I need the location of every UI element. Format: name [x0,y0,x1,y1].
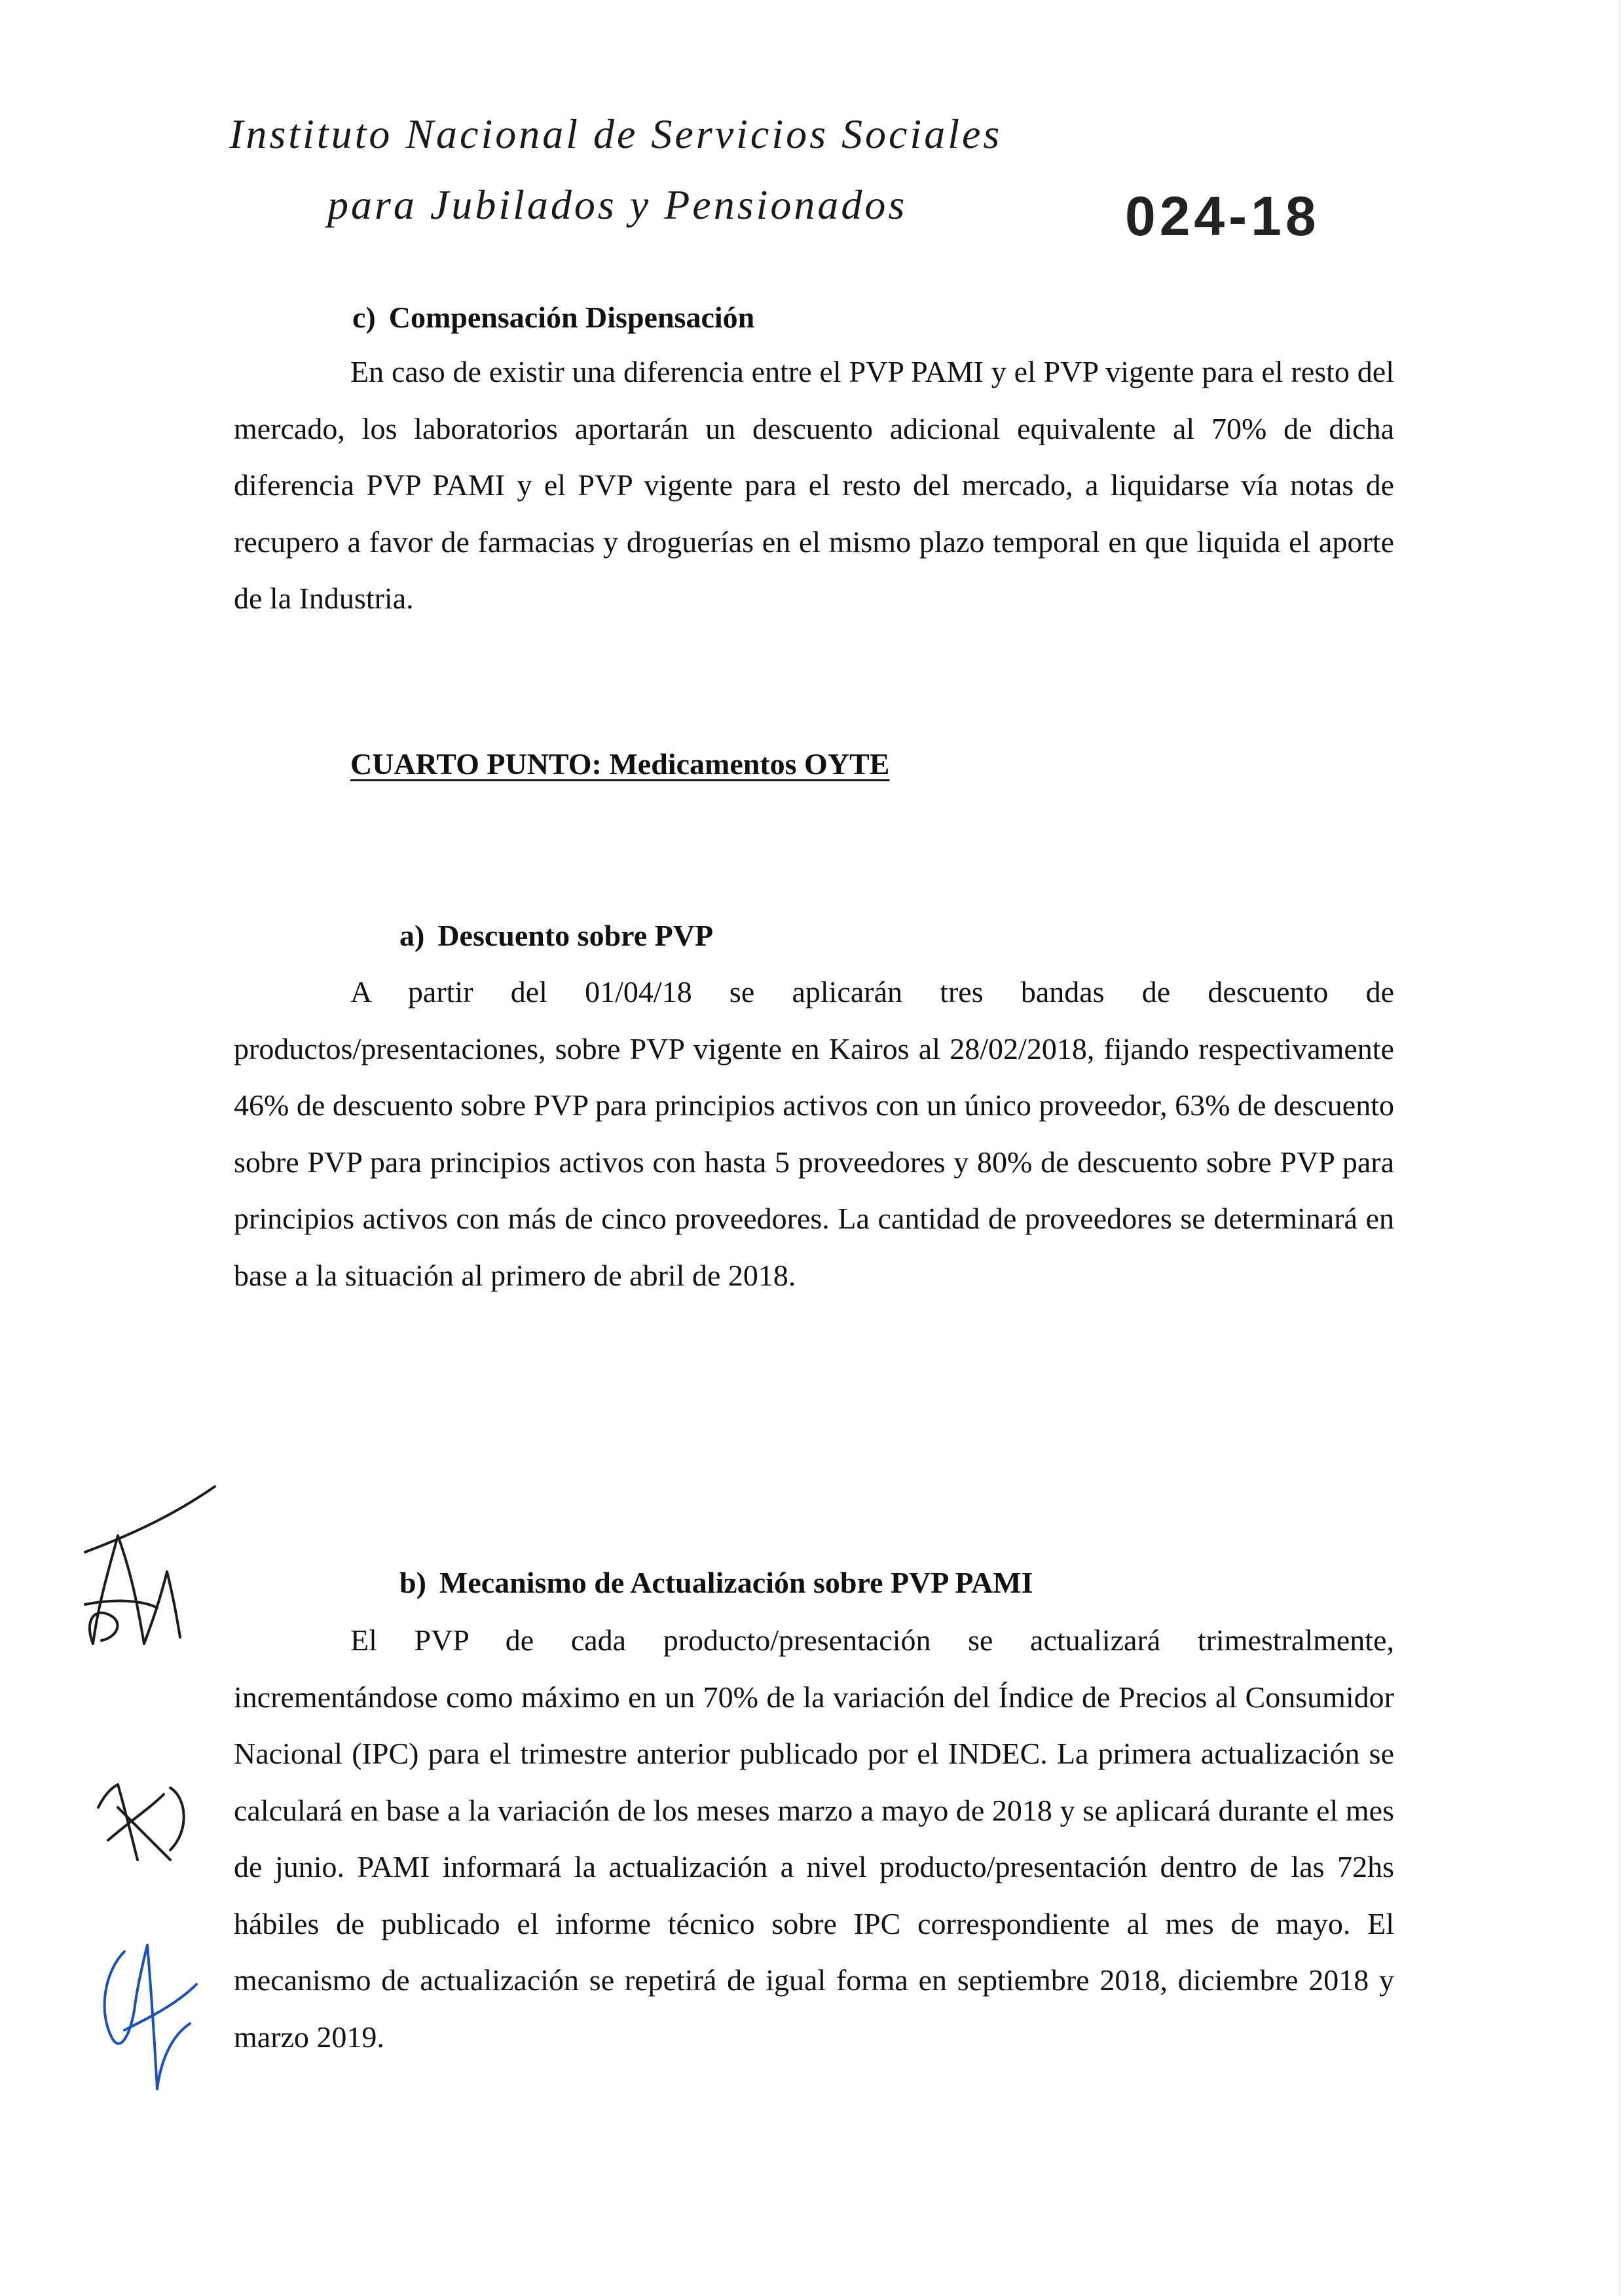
section-b-label: b) [399,1566,426,1599]
section-a-label: a) [399,919,425,952]
page-edge-line [1619,0,1620,2296]
signature-initials-3 [85,1932,216,2128]
section-a-heading [399,918,713,953]
section-a-title: Descuento sobre PVP [437,919,714,952]
letterhead-line-1: Instituto Nacional de Servicios Sociales [229,111,1003,157]
section-c-label: c) [352,301,376,334]
section-b-title: Mecanismo de Actualización sobre PVP PAMI [439,1566,1033,1599]
section-c-paragraph: En caso de existir una diferencia entre el PVP PAMI y el PVP vigente para el resto del mercado, los laboratorios aportarán un descuento adicional equivalente al 70% de dicha diferencia PVP PAMI y el PVP vigente para el resto del mercado, a liquidarse vía notas de recupero a favor de farmacias y droguerías en el mismo plazo temporal en que liquida el aporte de la Industria. [234,355,1394,615]
signature-initials-2 [79,1768,210,1873]
section-c-heading [352,300,754,335]
signature-1-stroke-top [85,1487,215,1552]
document-number-stamp: 024-18 [1125,185,1320,247]
section-b-paragraph: El PVP de cada producto/presentación se actualizará trimestralmente, incrementándose como máximo en un 70% de la variación del Índice de Precios al Consumidor Nacional (IPC) para el trimestre anterior publicado por el INDEC. La primera actualización se calculará en base a la variación de los meses marzo a mayo de 2018 y se aplicará durante el mes de junio. PAMI informará la actualización a nivel producto/presentación dentro de las 72hs hábiles de publicado el informe técnico sobre IPC correspondiente al mes de mayo. El mecanismo de actualización se repetirá de igual forma en septiembre 2018, diciembre 2018 y marzo 2019. [234,1623,1394,2054]
section-a-paragraph: A partir del 01/04/18 se aplicarán tres bandas de descuento de productos/presentaciones, sobre PVP vigente en Kairos al 28/02/2018, fijando respectivamente 46% de descuento sobre PVP para principios activos con un único proveedor, 63% de descuento sobre PVP para principios activos con hasta 5 proveedores y 80% de descuento sobre PVP para principios activos con más de cinco proveedores. La cantidad de proveedores se determinará en base a la situación al primero de abril de 2018. [234,975,1394,1292]
section-c-title: Compensación Dispensación [388,301,755,334]
section-b-heading [399,1565,1033,1600]
letterhead-line-2: para Jubilados y Pensionados [327,181,908,228]
signature-initials-1 [46,1473,229,1670]
cuarto-punto-heading: CUARTO PUNTO: Medicamentos OYTE [350,747,890,781]
